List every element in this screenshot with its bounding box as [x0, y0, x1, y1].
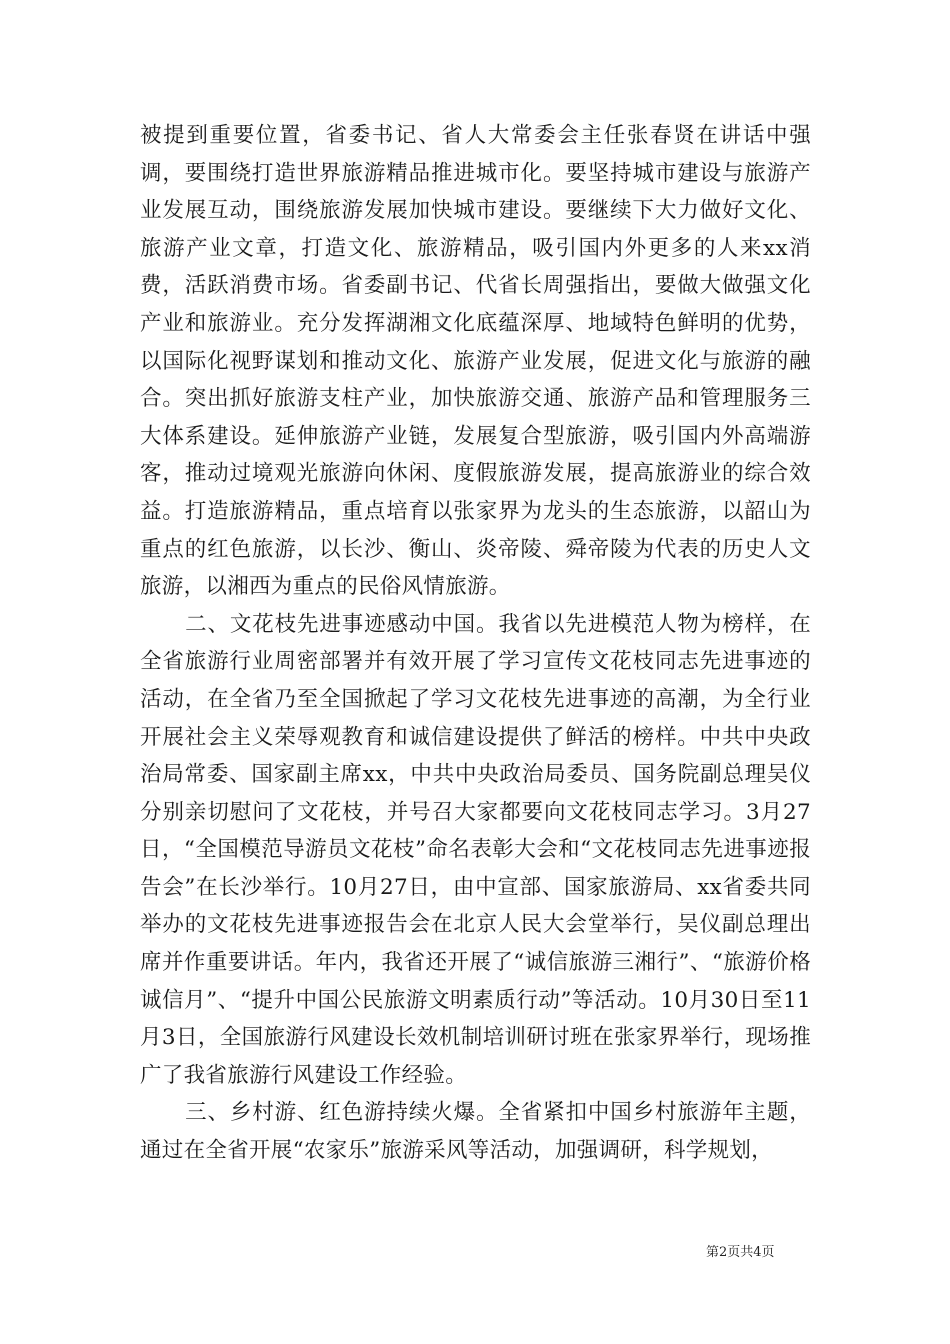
page-number: 第2页共4页 — [706, 1245, 775, 1260]
paragraph-2: 二、文花枝先进事迹感动中国。我省以先进模范人物为榜样，在全省旅游行业周密部署并有效开展了学习宣传文花枝同志先进事迹的活动，在全省乃至全国掀起了学习文花枝先进事迹的高潮，为全行业开展社会主义荣辱观教育和诚信建设提供了鲜活的榜样。中共中央政治局常委、国家副主席xx，中共中央政治局委员、国务院副总理吴仪分别亲切慰问了文花枝，并号召大家都要向文花枝同志学习。3月27日，“全国模范导游员文花枝”命名表彰大会和“文花枝同志先进事迹报告会”在长沙举行。10月27日，由中宣部、国家旅游局、xx省委共同举办的文花枝先进事迹报告会在北京人民大会堂举行，吴仪副总理出席并作重要讲话。年内，我省还开展了“诚信旅游三湘行”、“旅游价格诚信月”、“提升中国公民旅游文明素质行动”等活动。10月30日至11月3日，全国旅游行风建设长效机制培训研讨班在张家界举行，现场推广了我省旅游行风建设工作经验。 — [140, 611, 811, 1088]
paragraph-3: 三、乡村游、红色游持续火爆。全省紧扣中国乡村旅游年主题，通过在全省开展“农家乐”旅游采风等活动，加强调研，科学规划， — [140, 1100, 811, 1164]
document-body — [140, 117, 811, 1170]
paragraph-1: 被提到重要位置，省委书记、省人大常委会主任张春贤在讲话中强调，要围绕打造世界旅游精品推进城市化。要坚持城市建设与旅游产业发展互动，围绕旅游发展加快城市建设。要继续下大力做好文化、旅游产业文章，打造文化、旅游精品，吸引国内外更多的人来xx消费，活跃消费市场。省委副书记、代省长周强指出，要做大做强文化产业和旅游业。充分发挥湖湘文化底蕴深厚、地域特色鲜明的优势，以国际化视野谋划和推动文化、旅游产业发展，促进文化与旅游的融合。突出抓好旅游支柱产业，加快旅游交通、旅游产品和管理服务三大体系建设。延伸旅游产业链，发展复合型旅游，吸引国内外高端游客，推动过境观光旅游向休闲、度假旅游发展，提高旅游业的综合效益。打造旅游精品，重点培育以张家界为龙头的生态旅游，以韶山为重点的红色旅游，以长沙、衡山、炎帝陵、舜帝陵为代表的历史人文旅游，以湘西为重点的民俗风情旅游。 — [140, 123, 811, 600]
